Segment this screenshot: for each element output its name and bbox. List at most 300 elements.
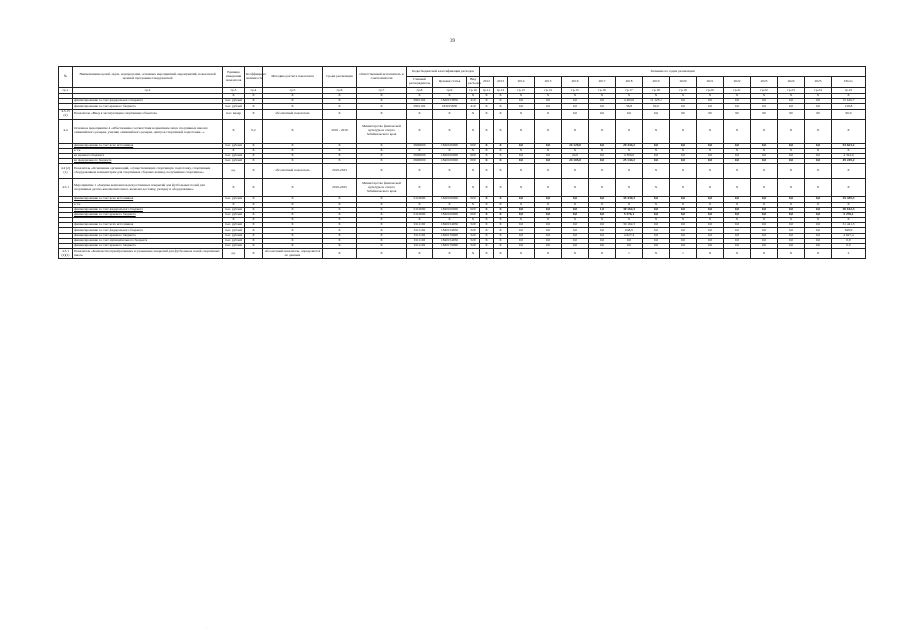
row-year-value: X [562, 249, 589, 259]
row-year-value: 90 [805, 109, 832, 119]
row-coefficient: X [245, 244, 263, 249]
row-year-value: X [616, 218, 643, 223]
row-year-value: X [697, 202, 724, 207]
row-executor: X [357, 94, 407, 99]
row-year-value: 0,0 [562, 233, 589, 238]
row-year-value: X [508, 218, 535, 223]
column-number: гр.13 [508, 88, 535, 94]
row-year-value: 92,0 [643, 104, 670, 109]
row-year-value: 0,0 [562, 104, 589, 109]
row-year-value: X [480, 244, 494, 249]
row-year-value: 24 105,0 [562, 159, 589, 164]
row-year-value: X [643, 94, 670, 99]
column-number: гр.1 [59, 88, 73, 94]
row-year-value: 0,0 [805, 104, 832, 109]
page-number: 39 [450, 39, 455, 44]
column-number: гр.12 [494, 88, 508, 94]
row-executor: X [357, 159, 407, 164]
row-method: X [263, 153, 323, 158]
row-year-value: X [724, 179, 751, 197]
row-year-value: 0,0 [670, 212, 697, 217]
row-year-value: 5 276,1 [616, 212, 643, 217]
row-vr-code: 520 [467, 228, 480, 233]
table-row [59, 164, 866, 179]
program-table-sheet [58, 66, 864, 259]
row-year-value: 0,0 [562, 244, 589, 249]
row-year-value: X [670, 202, 697, 207]
row-year-value: 0,0 [697, 228, 724, 233]
row-year-value: 0,0 [670, 233, 697, 238]
row-vr-code: 520 [467, 244, 480, 249]
row-year-value: X [535, 94, 562, 99]
row-vr-code: X [467, 148, 480, 153]
row-name: из федерального бюджета [73, 159, 223, 164]
row-year-value: 0,0 [535, 143, 562, 148]
row-year-value: X [494, 179, 508, 197]
row-name: финансирование за счет всех источников [73, 223, 223, 228]
row-coefficient: X [245, 238, 263, 243]
row-coefficient: X [245, 233, 263, 238]
row-year-value: 90,0 [832, 109, 866, 119]
row-executor: X [357, 212, 407, 217]
row-year-value: 0,0 [589, 197, 616, 202]
row-year-value: 25 144,2 [616, 159, 643, 164]
row-year-value: 0,0 [751, 159, 778, 164]
column-number: гр.21 [724, 88, 751, 94]
row-unit: тыс. рублей [223, 244, 245, 249]
row-executor: Министерство физической культуры и спорта Забайкальского края [357, 179, 407, 197]
row-year-value: 0,0 [535, 159, 562, 164]
row-year-value: 0,0 [697, 223, 724, 228]
header-csr: Целевая статья [433, 77, 467, 88]
row-year-value: 30 162,3 [616, 207, 643, 212]
row-method: X [263, 143, 323, 148]
row-year-value: 0,0 [697, 244, 724, 249]
row-executor: X [357, 99, 407, 104]
row-coefficient: X [245, 218, 263, 223]
row-year-value: X [480, 159, 494, 164]
row-year-value: 4 627,4 [616, 233, 643, 238]
header-vr: Вид расходов [467, 77, 480, 88]
row-coefficient: X [245, 143, 263, 148]
row-year-value: 0,0 [670, 244, 697, 249]
footer-mark: · [206, 626, 208, 631]
row-year-value: 0,0 [562, 223, 589, 228]
row-year-value: 90 [697, 109, 724, 119]
row-executor: X [357, 233, 407, 238]
row-period: X [323, 223, 357, 228]
row-unit: тыс. рублей [223, 159, 245, 164]
row-year-value: 0,0 [643, 238, 670, 243]
row-year-value: X [616, 202, 643, 207]
column-number: гр.17 [616, 88, 643, 94]
row-year-value: X [508, 249, 535, 259]
table-row [59, 119, 866, 143]
row-year-value: X [832, 164, 866, 179]
row-period: 2016-2025 [323, 179, 357, 197]
row-year-value: 0,0 [616, 109, 643, 119]
row-year-value: 0,0 [508, 233, 535, 238]
header-unit: Единица измерения показателя [223, 67, 245, 88]
row-period: 2016 - 2019 [323, 119, 357, 143]
row-coefficient: X [245, 148, 263, 153]
row-year-value: X [778, 164, 805, 179]
row-year-value: X [494, 164, 508, 179]
row-coefficient: X [245, 109, 263, 119]
row-year-value: X [494, 153, 508, 158]
row-year-value: 0,0 [751, 244, 778, 249]
row-year-value: 0,0 [670, 153, 697, 158]
row-year-value: 0,0 [589, 153, 616, 158]
row-year-value: 4 324,0 [832, 153, 866, 158]
row-year-value: 0,0 [508, 228, 535, 233]
row-year-value: 0,0 [643, 143, 670, 148]
row-year-value: 30 162,3 [832, 207, 866, 212]
table-row [59, 179, 866, 197]
row-year-value: X [778, 148, 805, 153]
header-year: 2024 [778, 77, 805, 88]
row-year-value: 0,0 [562, 197, 589, 202]
row-year-value: X [562, 179, 589, 197]
row-year-value: X [494, 212, 508, 217]
row-number: 4.3.13 (2) [59, 109, 73, 119]
row-executor: X [357, 249, 407, 259]
row-coefficient: X [245, 249, 263, 259]
row-name: Показатель «Количество приобретенных и уложенных покрытий для футбольных полей спортивных школ» [73, 249, 223, 259]
row-csr-code: X [433, 94, 467, 99]
row-period: 2016-2023 [323, 164, 357, 179]
row-unit: X [223, 119, 245, 143]
row-year-value: 0,0 [643, 212, 670, 217]
row-period: X [323, 104, 357, 109]
row-csr-code: 1840153850 [433, 99, 467, 104]
row-method: X [263, 179, 323, 197]
row-year-value: 0,0 [697, 143, 724, 148]
row-year-value: 0,0 [589, 99, 616, 104]
row-year-value: X [805, 94, 832, 99]
row-year-value: X [480, 109, 494, 119]
row-year-value: 0,0 [589, 223, 616, 228]
row-executor: X [357, 207, 407, 212]
header-year: 2018 [616, 77, 643, 88]
row-year-value: X [494, 119, 508, 143]
row-period: X [323, 109, 357, 119]
column-number: гр.23 [778, 88, 805, 94]
row-year-value: X [616, 148, 643, 153]
row-year-value: 0,0 [643, 233, 670, 238]
row-executor: X [357, 104, 407, 109]
row-year-value: 0,0 [589, 159, 616, 164]
row-csr-code: 184015850 [433, 104, 467, 109]
row-unit: X [223, 148, 245, 153]
row-executor: X [357, 218, 407, 223]
row-method: X [263, 119, 323, 143]
row-year-value: 0,0 [724, 212, 751, 217]
row-grbs-code: X [407, 164, 433, 179]
row-year-value: 15 616,7 [832, 99, 866, 104]
row-year-value: X [751, 164, 778, 179]
row-year-value: 4 627,4 [832, 233, 866, 238]
row-number: 4.5.1 [59, 179, 73, 197]
row-year-value: 1 [670, 249, 697, 259]
row-vr-code: X [467, 218, 480, 223]
row-period: X [323, 148, 357, 153]
row-year-value: X [724, 148, 751, 153]
row-year-value: X [508, 179, 535, 197]
row-number: 4.4 (2)(1) [59, 164, 73, 179]
row-unit: тыс. рублей [223, 153, 245, 158]
row-name: финансирование за счет краевого бюджета [73, 104, 223, 109]
row-year-value: X [751, 202, 778, 207]
row-name: из краевого бюджета [73, 153, 223, 158]
row-year-value: 0,0 [832, 238, 866, 243]
row-year-value: X [805, 249, 832, 259]
row-year-value: 0,0 [643, 159, 670, 164]
row-year-value: X [724, 249, 751, 259]
row-csr-code: X [433, 249, 467, 259]
row-grbs-code: 0900000 [407, 153, 433, 158]
row-year-value: 0,0 [778, 197, 805, 202]
row-year-value: X [751, 179, 778, 197]
row-year-value: X [832, 94, 866, 99]
row-year-value: 0,0 [778, 143, 805, 148]
row-vr-code: 000 [467, 212, 480, 217]
row-unit: X [223, 218, 245, 223]
row-year-value: X [589, 218, 616, 223]
row-year-value: 0,0 [697, 159, 724, 164]
row-number: 4.5.1 (2)(1) [59, 249, 73, 259]
row-year-value: 0,0 [535, 212, 562, 217]
row-unit: X [223, 179, 245, 197]
row-year-value: X [805, 148, 832, 153]
row-year-value: 0,0 [697, 207, 724, 212]
row-year-value: 90 [778, 109, 805, 119]
row-method: X [263, 202, 323, 207]
row-year-value: 0,0 [562, 212, 589, 217]
row-year-value: X [697, 148, 724, 153]
row-year-value: X [535, 179, 562, 197]
row-unit: тыс. рублей [223, 223, 245, 228]
row-grbs-code: 0111102 [407, 238, 433, 243]
column-number: гр.19 [670, 88, 697, 94]
row-csr-code: 1840154950 [433, 228, 467, 233]
row-year-value: 0,0 [643, 197, 670, 202]
column-number: гр.9 [433, 88, 467, 94]
row-unit: тыс. рублей [223, 104, 245, 109]
row-year-value: 0,0 [670, 223, 697, 228]
row-year-value: X [670, 94, 697, 99]
header-period: Сроки реализации [323, 67, 357, 88]
row-year-value: 0,0 [670, 99, 697, 104]
header-years-group: Значение по годам реализации [480, 67, 866, 77]
row-name: финансирование за счет всех источников [73, 197, 223, 202]
row-number: 4.4 [59, 119, 73, 143]
row-csr-code: 1840154950 [433, 223, 467, 228]
row-year-value: 0,0 [643, 223, 670, 228]
row-unit: тыс. рублей [223, 228, 245, 233]
row-year-value: 0,0 [724, 238, 751, 243]
row-year-value: 0,0 [616, 238, 643, 243]
row-csr-code: X [433, 109, 467, 119]
row-grbs-code: 0111102 [407, 228, 433, 233]
row-year-value: X [724, 218, 751, 223]
row-year-value: X [535, 164, 562, 179]
row-coefficient: X [245, 202, 263, 207]
column-number: гр.10 [467, 88, 480, 94]
column-number: гр.6 [323, 88, 357, 94]
row-year-value: 11 123,1 [643, 99, 670, 104]
row-year-value: 0,0 [697, 99, 724, 104]
row-year-value: 0,0 [805, 238, 832, 243]
row-year-value: 0,0 [508, 197, 535, 202]
row-year-value: X [494, 148, 508, 153]
row-year-value: 0,0 [778, 223, 805, 228]
row-year-value: X [805, 202, 832, 207]
row-coefficient: X [245, 223, 263, 228]
row-period: X [323, 143, 357, 148]
row-executor: X [357, 244, 407, 249]
row-csr-code: 1840179990 [433, 244, 467, 249]
row-coefficient: X [245, 179, 263, 197]
row-unit: тыс. рублей [223, 99, 245, 104]
row-year-value: X [751, 148, 778, 153]
row-year-value: 0,0 [751, 197, 778, 202]
column-number: гр.4 [245, 88, 263, 94]
row-year-value: 0,0 [589, 143, 616, 148]
row-period: X [323, 153, 357, 158]
row-year-value: X [480, 164, 494, 179]
row-year-value: X [480, 197, 494, 202]
row-year-value: 0,0 [778, 233, 805, 238]
header-budget-codes: Коды бюджетной классификации расходов [407, 67, 480, 77]
row-year-value: X [724, 94, 751, 99]
row-year-value: 0,0 [778, 212, 805, 217]
row-vr-code: 000 [467, 143, 480, 148]
row-year-value: 4 493,6 [616, 99, 643, 104]
row-year-value: 648,9 [832, 228, 866, 233]
row-year-value: 0,0 [508, 153, 535, 158]
row-year-value: 36,8 [616, 104, 643, 109]
row-year-value: X [751, 119, 778, 143]
column-number: гр.22 [751, 88, 778, 94]
row-vr-code: 520 [467, 223, 480, 228]
row-year-value: 0,0 [805, 207, 832, 212]
row-grbs-code: 0901102 [407, 99, 433, 104]
row-year-value: 648,9 [616, 228, 643, 233]
row-method: X [263, 244, 323, 249]
row-grbs-code: X [407, 179, 433, 197]
row-name: Основное мероприятие 4 «Обеспечение соответствия нормативам лиц в спортивных школах олимпийского резерва, училищ олимпийского резерва, центров спортивной подготовки...» [73, 119, 223, 143]
row-vr-code: 000 [467, 159, 480, 164]
row-year-value: X [778, 119, 805, 143]
row-method: абсолютный показатель [263, 164, 323, 179]
row-year-value: X [480, 99, 494, 104]
row-year-value: X [480, 104, 494, 109]
row-coefficient: 0,2 [245, 119, 263, 143]
row-year-value: X [480, 207, 494, 212]
row-coefficient: X [245, 164, 263, 179]
row-coefficient: X [245, 228, 263, 233]
row-year-value: X [508, 119, 535, 143]
row-year-value: X [480, 148, 494, 153]
row-year-value: 1,0 [589, 207, 616, 212]
row-year-value: X [643, 164, 670, 179]
row-year-value: X [670, 218, 697, 223]
row-unit: ед. [223, 249, 245, 259]
row-year-value: X [643, 202, 670, 207]
row-year-value: 0,0 [643, 207, 670, 212]
row-name: в т.ч. [73, 148, 223, 153]
row-year-value: X [562, 202, 589, 207]
row-year-value: 0,0 [724, 104, 751, 109]
row-year-value: 0,0 [778, 244, 805, 249]
row-year-value: X [643, 119, 670, 143]
row-year-value: X [480, 218, 494, 223]
row-year-value: X [480, 233, 494, 238]
row-year-value: 0,0 [508, 159, 535, 164]
row-executor: X [357, 148, 407, 153]
row-csr-code: X [433, 218, 467, 223]
row-csr-code: 1840179990 [433, 233, 467, 238]
row-method: абсолютный показатель [263, 109, 323, 119]
row-year-value: 0,0 [508, 104, 535, 109]
row-name: финансирование за счет федерального бюджета [73, 207, 223, 212]
row-csr-code: X [433, 148, 467, 153]
row-year-value: X [589, 94, 616, 99]
row-year-value: 0,0 [589, 228, 616, 233]
row-year-value: X [494, 223, 508, 228]
row-year-value: 53 623,2 [832, 143, 866, 148]
row-year-value: 24 129,0 [562, 143, 589, 148]
row-year-value: 0,0 [697, 153, 724, 158]
row-year-value: 0,0 [508, 244, 535, 249]
row-year-value: 0,0 [751, 228, 778, 233]
row-period: X [323, 99, 357, 104]
row-year-value: X [616, 94, 643, 99]
row-period: X [323, 238, 357, 243]
row-year-value: 30 162,3 [616, 223, 643, 228]
row-year-value: 0,0 [778, 153, 805, 158]
row-coefficient: X [245, 99, 263, 104]
row-coefficient: X [245, 197, 263, 202]
row-csr-code: 1840100000 [433, 159, 467, 164]
row-year-value: X [697, 218, 724, 223]
row-name: финансирование за счет всех источников [73, 143, 223, 148]
row-year-value: X [697, 249, 724, 259]
row-year-value: 0,0 [508, 99, 535, 104]
row-year-value: 2 [832, 249, 866, 259]
row-year-value: 0,0 [697, 104, 724, 109]
row-year-value: X [805, 179, 832, 197]
row-year-value: X [480, 223, 494, 228]
column-number: гр.24 [805, 88, 832, 94]
row-coefficient: X [245, 159, 263, 164]
header-no: № [59, 67, 73, 88]
row-grbs-code: 0110000 [407, 197, 433, 202]
row-csr-code: X [433, 119, 467, 143]
header-year: 2015 [535, 77, 562, 88]
row-period: X [323, 197, 357, 202]
row-year-value: 0,0 [805, 228, 832, 233]
row-year-value: X [670, 119, 697, 143]
row-year-value: X [508, 164, 535, 179]
row-year-value: X [494, 159, 508, 164]
row-year-value: 0,0 [751, 233, 778, 238]
row-year-value: 0,0 [805, 233, 832, 238]
column-number: гр.14 [535, 88, 562, 94]
row-year-value: 0,0 [535, 153, 562, 158]
row-year-value: X [832, 119, 866, 143]
